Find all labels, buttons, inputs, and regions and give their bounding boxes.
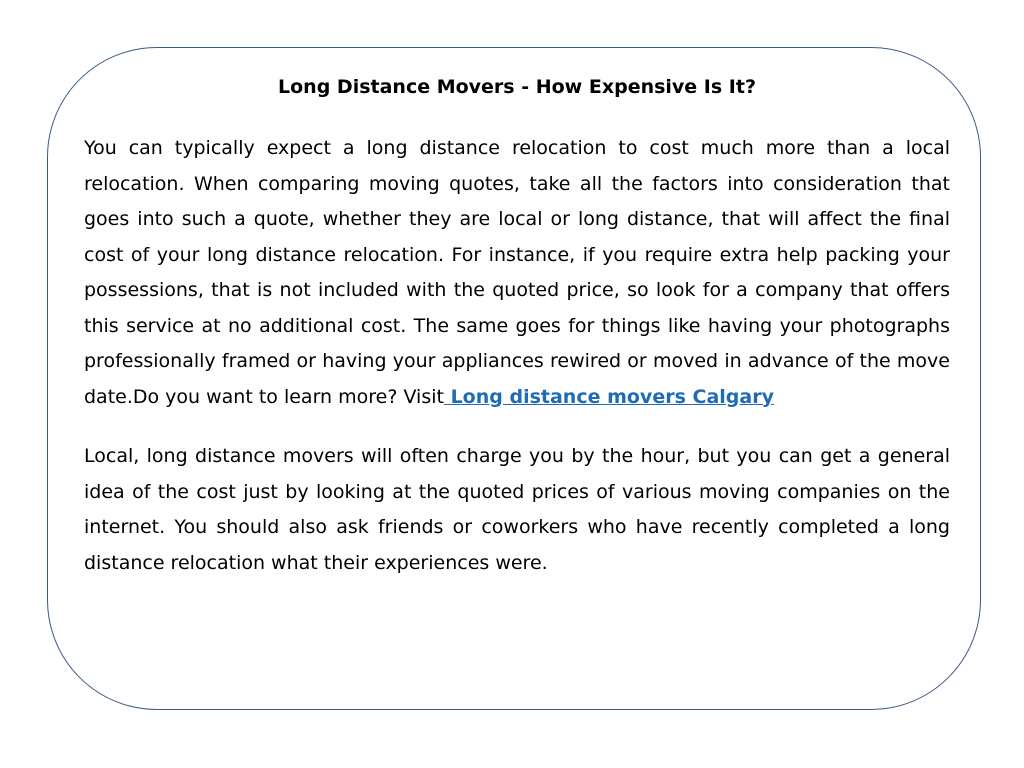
paragraph-2: Local, long distance movers will often charge you by the hour, but you can get a general idea of the cost just by looking at the quoted prices of various moving companies on the internet. You should also ask friends or coworkers who have recently completed a long distance relocation what their experiences were. bbox=[84, 445, 950, 574]
paragraph-1 bbox=[84, 131, 950, 415]
calgary-movers-link[interactable]: Long distance movers Calgary bbox=[443, 385, 774, 408]
page-title: Long Distance Movers - How Expensive Is It? bbox=[278, 76, 756, 98]
paragraph-1-text: You can typically expect a long distance relocation to cost much more than a local relocation. When comparing moving quotes, take all the factors into consideration that goes into such a quote, whether they are local or long distance, that will affect the final cost of your long distance relocation. For instance, if you require extra help packing your possessions, that is not included with the quoted price, so look for a company that offers this service at no additional cost. The same goes for things like having your photographs professionally framed or having your appliances rewired or moved in advance of the move date.Do you want to learn more? Visit bbox=[84, 137, 950, 408]
article-body bbox=[84, 131, 950, 605]
